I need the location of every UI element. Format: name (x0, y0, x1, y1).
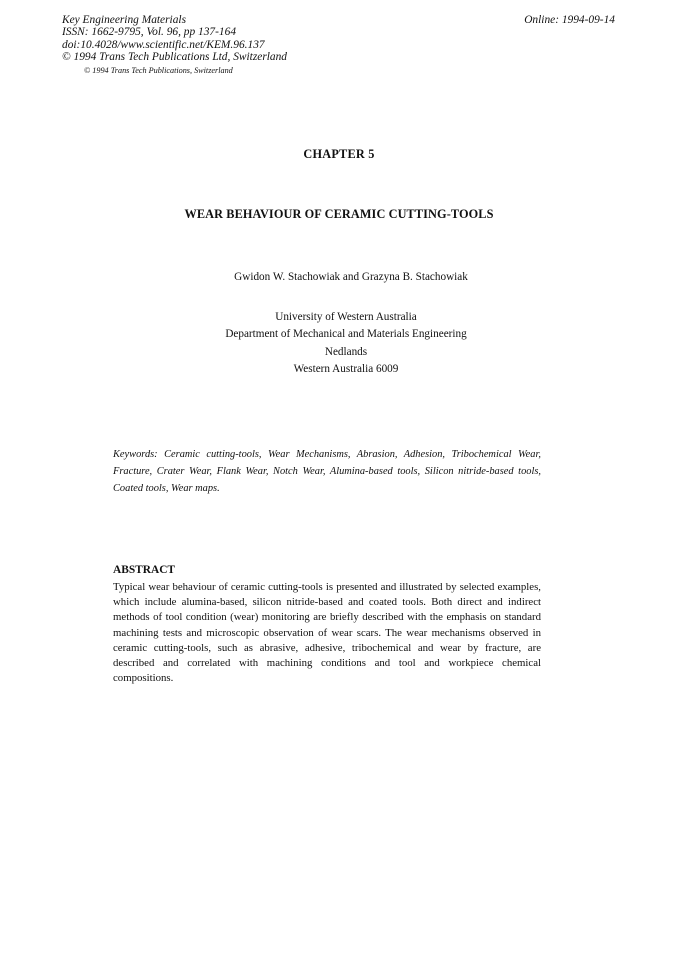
abstract-heading: ABSTRACT (113, 564, 176, 576)
affiliation-department: Department of Mechanical and Materials Engineering (225, 328, 467, 341)
online-date: Online: 1994-09-14 (524, 14, 615, 26)
publication-header (62, 14, 287, 63)
author-list: Gwidon W. Stachowiak and Grazyna B. Stachowiak (234, 271, 468, 283)
keywords-label: Keywords: (113, 449, 158, 460)
journal-name: Key Engineering Materials (62, 14, 187, 26)
chapter-heading: CHAPTER 5 (303, 147, 375, 161)
keywords-block (113, 447, 541, 497)
affiliation-university: University of Western Australia (275, 311, 417, 323)
paper-title: WEAR BEHAVIOUR OF CERAMIC CUTTING-TOOLS (184, 207, 494, 221)
affiliation (0, 309, 678, 379)
affiliation-region: Western Australia 6009 (293, 363, 399, 376)
page-copyright: © 1994 Trans Tech Publications, Switzerland (84, 66, 233, 75)
copyright-line: © 1994 Trans Tech Publications Ltd, Switzerland (62, 50, 287, 63)
abstract-body: Typical wear behaviour of ceramic cutting-tools is presented and illustrated by selected examples, which include alumina-based, silicon nitride-based and coated tools. Both direct and indirect methods of tool condition (wear) monitoring are briefly described with the emphasis on standard machining tests and microscopic observation of wear scars. The wear mechanisms observed in ceramic cutting-tools, such as abrasive, adhesive, tribochemical and wear by fracture, are described and correlated with machining conditions and tool and workpiece chemical compositions. (113, 581, 541, 685)
affiliation-city: Nedlands (324, 345, 368, 358)
doi-line[interactable]: doi:10.4028/www.scientific.net/KEM.96.137 (62, 38, 265, 51)
issn-line: ISSN: 1662-9795, Vol. 96, pp 137-164 (62, 26, 237, 39)
keywords-text: Ceramic cutting-tools, Wear Mechanisms, Abrasion, Adhesion, Tribochemical Wear, Fracture, Crater Wear, Flank Wear, Notch Wear, Alumina-based tools, Silicon nitride-based tools, Coated tools, Wear maps. (113, 449, 541, 494)
